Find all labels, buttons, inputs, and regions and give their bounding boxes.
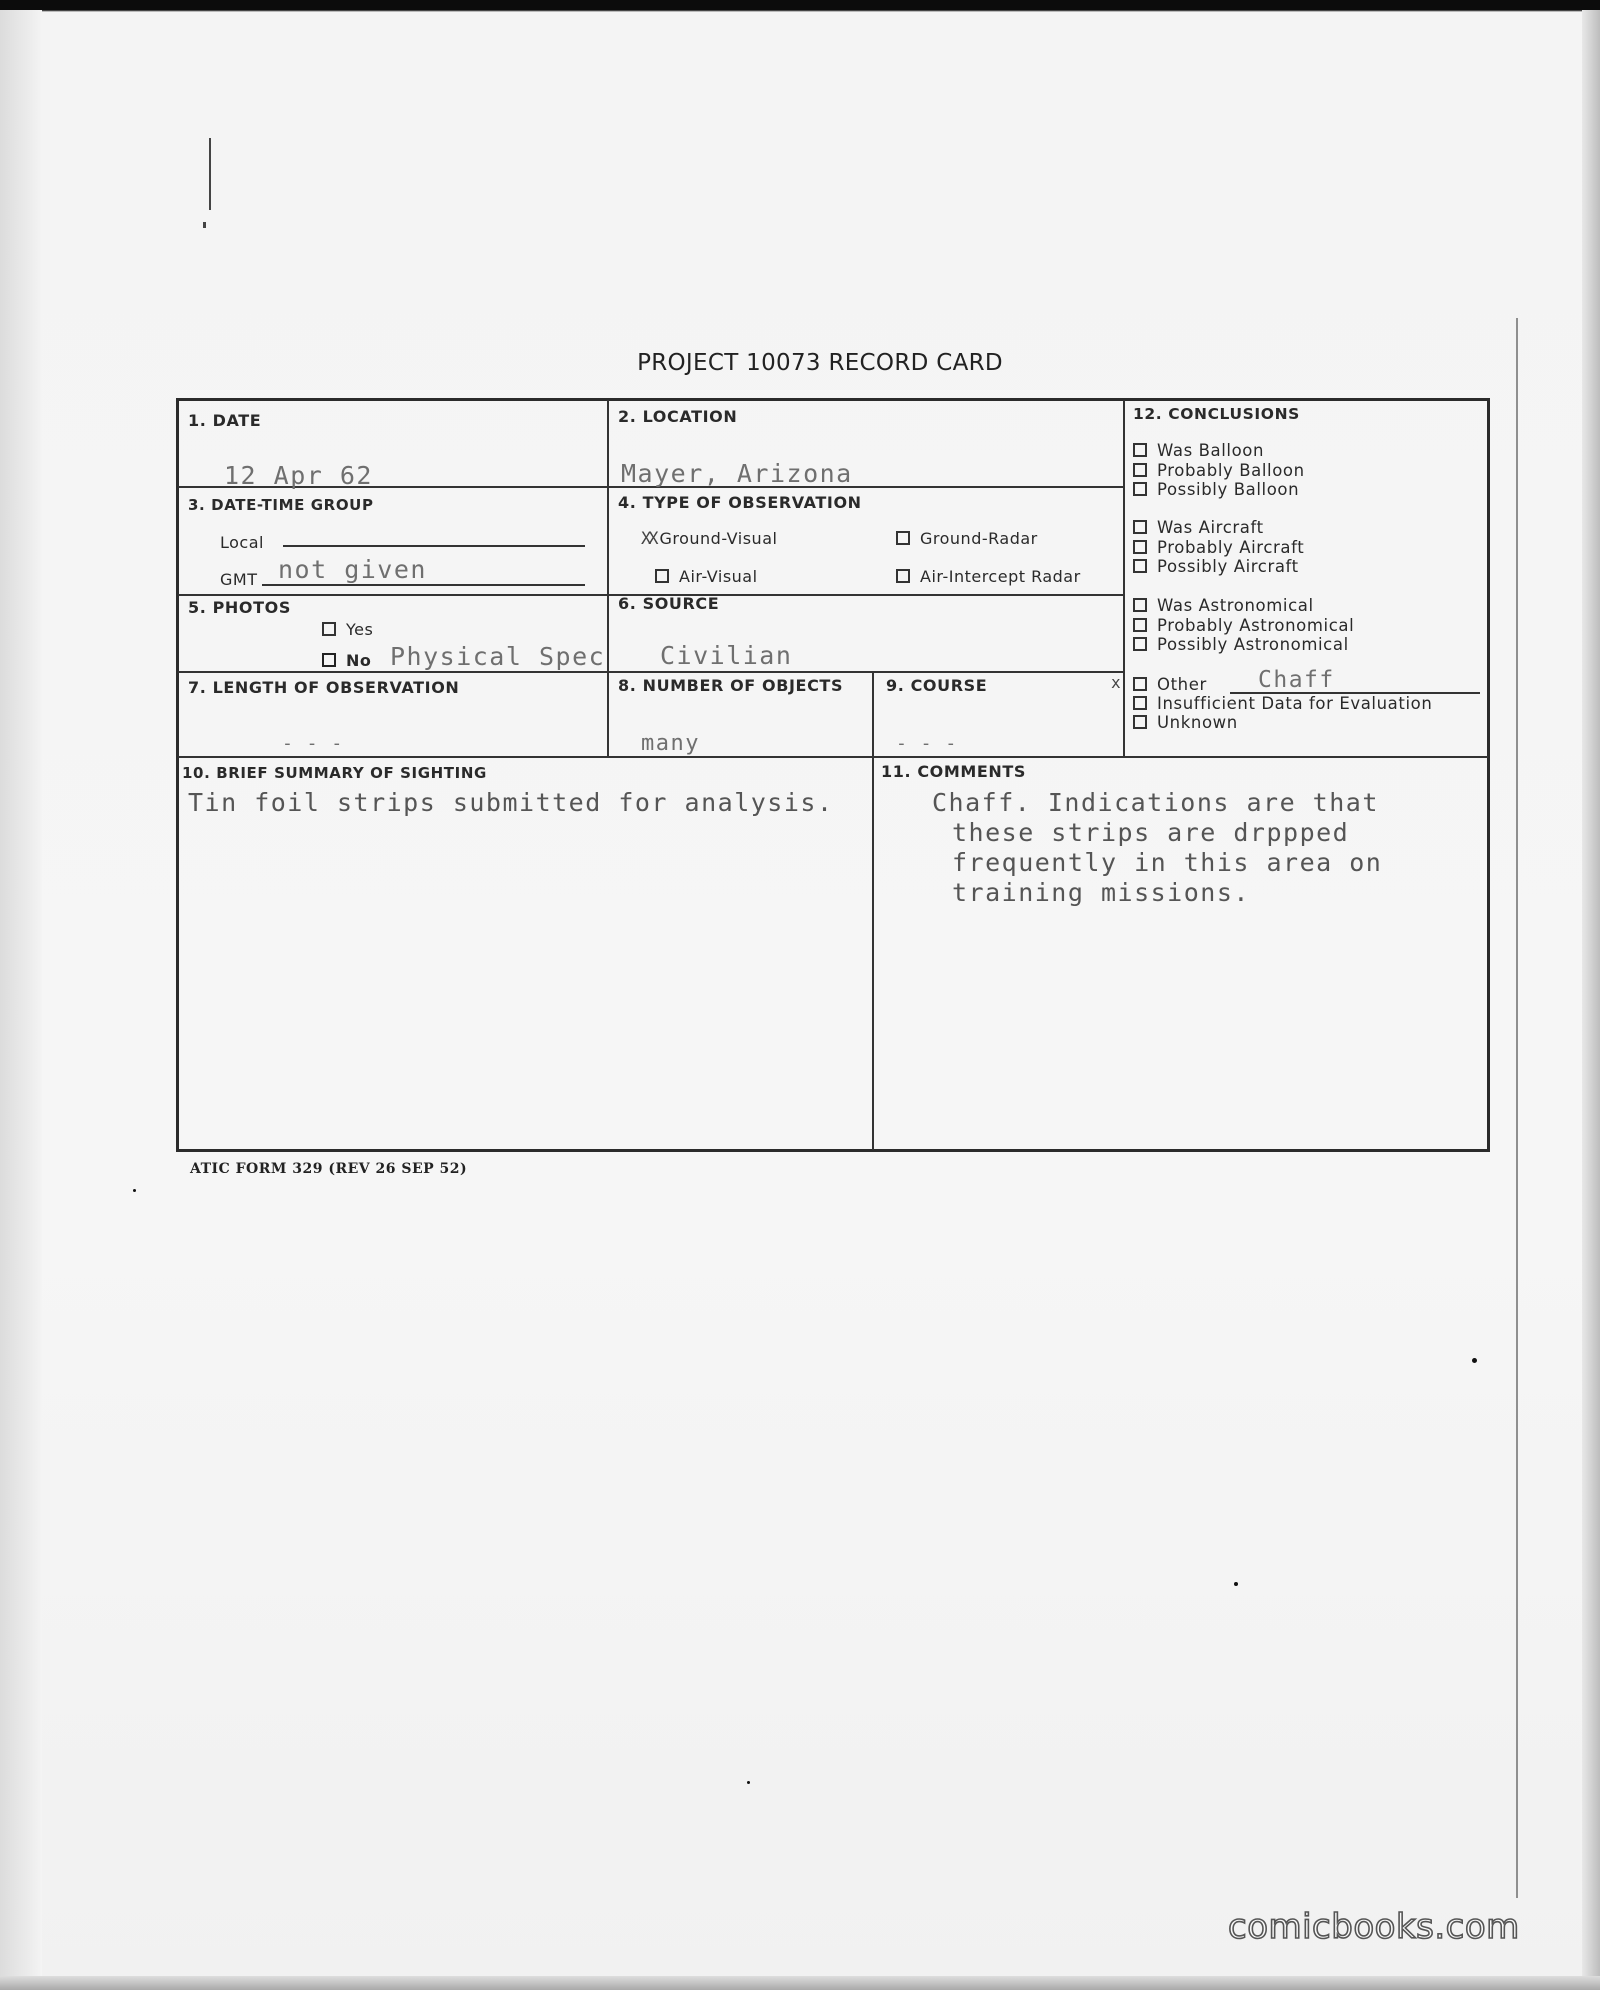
conclusion-label: Possibly Astronomical — [1157, 635, 1349, 654]
conclusion-checkbox — [1133, 598, 1147, 612]
comments-line: Chaff. Indications are that — [932, 788, 1379, 817]
watermark: comicbooks.com — [1228, 1907, 1520, 1947]
scan-speck — [203, 222, 206, 228]
gmt-underline — [262, 584, 585, 586]
photos-no-label: No — [346, 651, 372, 670]
course-value: - - - — [896, 733, 958, 754]
source-label: 6. SOURCE — [618, 594, 720, 613]
conclusion-label: Was Aircraft — [1157, 518, 1264, 537]
photos-no-checkbox — [322, 653, 336, 667]
checked-mark: XX — [641, 529, 656, 549]
summary-label: 10. BRIEF SUMMARY OF SIGHTING — [182, 764, 487, 782]
other-value: Chaff — [1258, 667, 1335, 693]
air-intercept-radar-label: Air-Intercept Radar — [920, 567, 1081, 586]
card-title: PROJECT 10073 RECORD CARD — [637, 350, 1003, 376]
air-intercept-radar-option — [896, 567, 1081, 586]
length-of-observation-value: - - - — [282, 733, 344, 754]
divider — [872, 672, 874, 1150]
photos-label: 5. PHOTOS — [188, 598, 291, 617]
photos-yes-checkbox — [322, 622, 336, 636]
form-number: ATIC FORM 329 (REV 26 SEP 52) — [190, 1161, 468, 1177]
conclusion-checkbox — [1133, 618, 1147, 632]
conclusion-label: Was Astronomical — [1157, 596, 1314, 615]
photos-typed-note: Physical Spec — [390, 642, 606, 671]
conclusion-label: Probably Astronomical — [1157, 616, 1355, 635]
conclusion-checkbox — [1133, 482, 1147, 496]
conclusion-checkbox — [1133, 715, 1147, 729]
air-intercept-radar-checkbox — [896, 569, 910, 583]
conclusion-other — [1133, 675, 1207, 694]
date-value: 12 Apr 62 — [224, 461, 373, 490]
location-label: 2. LOCATION — [618, 407, 738, 426]
right-fold-line — [1516, 318, 1518, 1898]
other-check-mark: x — [1111, 673, 1121, 692]
conclusion-probably-aircraft — [1133, 538, 1304, 557]
ground-radar-option — [896, 529, 1038, 548]
paper-right-edge — [1582, 10, 1600, 1985]
conclusion-checkbox — [1133, 637, 1147, 651]
conclusion-checkbox — [1133, 559, 1147, 573]
divider — [607, 400, 609, 756]
number-of-objects-value: many — [641, 731, 700, 756]
conclusion-was-astronomical — [1133, 596, 1314, 615]
scan-speck — [1234, 1582, 1238, 1586]
ground-visual-option — [641, 529, 777, 549]
source-value: Civilian — [660, 641, 793, 670]
conclusion-possibly-aircraft — [1133, 557, 1299, 576]
scan-speck — [1472, 1358, 1477, 1363]
conclusions-label: 12. CONCLUSIONS — [1133, 405, 1300, 423]
comments-line: frequently in this area on — [952, 848, 1383, 877]
conclusion-possibly-balloon — [1133, 480, 1299, 499]
conclusion-label: Possibly Balloon — [1157, 480, 1300, 499]
date-label: 1. DATE — [188, 411, 262, 430]
air-visual-option — [655, 567, 758, 586]
course-label: 9. COURSE — [886, 676, 988, 695]
air-visual-checkbox — [655, 569, 669, 583]
conclusion-label: Possibly Aircraft — [1157, 557, 1299, 576]
date-time-group-label: 3. DATE-TIME GROUP — [188, 496, 374, 514]
conclusion-label: Probably Balloon — [1157, 461, 1305, 480]
divider — [1123, 400, 1125, 757]
air-visual-label: Air-Visual — [679, 567, 758, 586]
paper-left-margin — [0, 10, 42, 1985]
paper-bottom-edge — [0, 1976, 1600, 1990]
conclusion-probably-balloon — [1133, 461, 1305, 480]
photos-yes-label: Yes — [346, 620, 374, 639]
conclusion-insufficient-data — [1133, 694, 1432, 713]
location-value: Mayer, Arizona — [621, 459, 853, 488]
conclusion-label: Insufficient Data for Evaluation — [1157, 694, 1433, 713]
photos-no-option — [322, 651, 371, 670]
gmt-value: not given — [278, 555, 427, 584]
conclusion-checkbox — [1133, 677, 1147, 691]
local-label: Local — [220, 533, 264, 552]
summary-text: Tin foil strips submitted for analysis. — [188, 788, 834, 817]
photos-yes-option — [322, 620, 373, 639]
gmt-label: GMT — [220, 570, 258, 589]
divider — [178, 671, 1124, 673]
local-underline — [283, 545, 585, 547]
conclusion-probably-astronomical — [1133, 616, 1354, 635]
ground-radar-checkbox — [896, 531, 910, 545]
comments-line: training missions. — [952, 878, 1250, 907]
conclusion-checkbox — [1133, 443, 1147, 457]
scan-speck — [133, 1189, 136, 1192]
length-of-observation-label: 7. LENGTH OF OBSERVATION — [188, 678, 460, 697]
conclusion-label: Was Balloon — [1157, 441, 1265, 460]
conclusion-label: Unknown — [1157, 713, 1238, 732]
ground-visual-label: Ground-Visual — [659, 529, 778, 548]
scan-mark — [209, 138, 211, 210]
conclusion-unknown — [1133, 713, 1238, 732]
conclusion-checkbox — [1133, 520, 1147, 534]
comments-line: these strips are drppped — [952, 818, 1350, 847]
conclusion-was-balloon — [1133, 441, 1264, 460]
type-of-observation-label: 4. TYPE OF OBSERVATION — [618, 493, 862, 512]
conclusion-label: Other — [1157, 675, 1207, 694]
number-of-objects-label: 8. NUMBER OF OBJECTS — [618, 676, 844, 695]
conclusion-was-aircraft — [1133, 518, 1264, 537]
divider — [178, 756, 1488, 758]
conclusion-checkbox — [1133, 540, 1147, 554]
conclusion-possibly-astronomical — [1133, 635, 1349, 654]
ground-radar-label: Ground-Radar — [920, 529, 1038, 548]
conclusion-checkbox — [1133, 463, 1147, 477]
comments-label: 11. COMMENTS — [881, 762, 1027, 781]
conclusion-label: Probably Aircraft — [1157, 538, 1305, 557]
scan-speck — [747, 1781, 750, 1784]
conclusion-checkbox — [1133, 696, 1147, 710]
